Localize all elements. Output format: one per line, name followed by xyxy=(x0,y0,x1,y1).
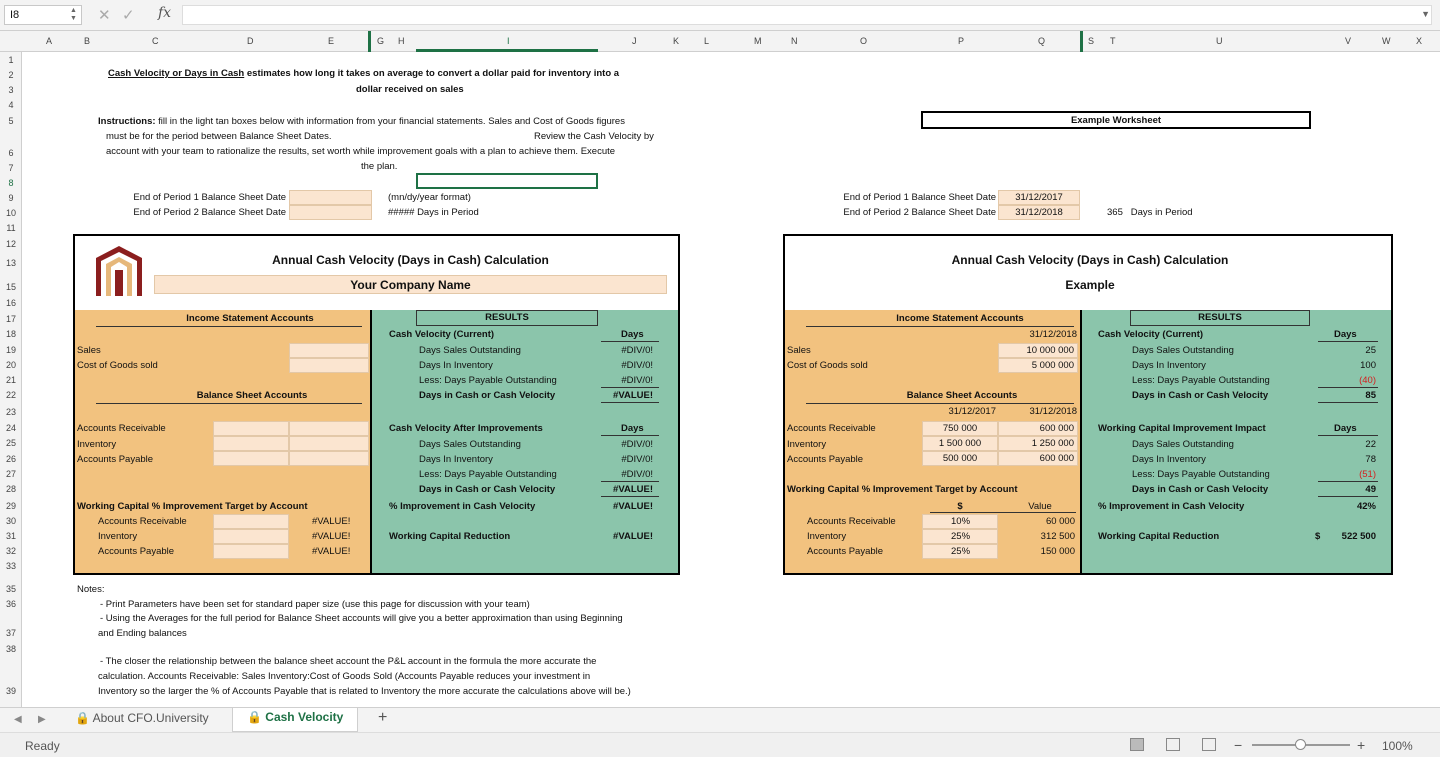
column-selection-marker xyxy=(1080,31,1083,52)
left-imp-dpo: #DIV/0! xyxy=(621,469,653,480)
left-days-header-2: Days xyxy=(621,423,644,434)
inventory-period2-input[interactable] xyxy=(289,436,369,451)
right-dic-label: Days in Cash or Cash Velocity xyxy=(1132,390,1269,401)
total-line xyxy=(1318,496,1378,497)
header-underline xyxy=(601,341,659,342)
left-ap-label: Accounts Payable xyxy=(77,454,154,465)
right-ar-period2[interactable]: 600 000 xyxy=(998,421,1078,436)
instructions-label: Instructions: xyxy=(98,116,156,127)
period2-date-input[interactable] xyxy=(289,205,372,220)
left-cur-dso: #DIV/0! xyxy=(621,345,653,356)
note-3b: calculation. Accounts Receivable: Sales Inventory:Cost of Goods Sold (Accounts Payable reduces your investment in xyxy=(98,671,591,682)
row-header[interactable]: 11 xyxy=(6,223,16,233)
column-header[interactable]: H xyxy=(398,36,405,46)
wc-ap-pct-input[interactable] xyxy=(213,544,289,559)
row-header[interactable]: 28 xyxy=(5,484,16,494)
right-panel-title: Annual Cash Velocity (Days in Cash) Calculation xyxy=(951,253,1229,267)
row-header[interactable]: 24 xyxy=(5,423,16,433)
column-header[interactable]: W xyxy=(1382,36,1391,46)
days-value: 365 xyxy=(1107,207,1123,218)
column-header[interactable]: G xyxy=(377,36,385,46)
right-imp-dpo-label: Less: Days Payable Outstanding xyxy=(1132,469,1270,480)
total-line xyxy=(1318,481,1378,482)
right-sales-value[interactable]: 10 000 000 xyxy=(998,343,1078,358)
row-header[interactable]: 1 xyxy=(8,55,14,65)
lock-icon: 🔒 xyxy=(247,710,262,724)
total-line xyxy=(601,402,659,403)
right-bs-date1: 31/12/2017 xyxy=(948,406,996,417)
right-wcr-label: Working Capital Reduction xyxy=(1098,531,1220,542)
panel-divider xyxy=(1080,310,1082,573)
wc-inventory-pct-input[interactable] xyxy=(213,529,289,544)
row-header[interactable]: 9 xyxy=(8,193,14,203)
days-value: ##### xyxy=(388,207,415,218)
selected-column-indicator xyxy=(416,49,598,52)
right-imp-dpo: (51) xyxy=(1359,469,1376,480)
header-underline xyxy=(1318,341,1378,342)
left-bs-header: Balance Sheet Accounts xyxy=(196,390,308,401)
row-header[interactable]: 15 xyxy=(5,282,16,292)
company-name-input[interactable]: Your Company Name xyxy=(154,275,667,294)
column-header[interactable]: B xyxy=(84,36,91,46)
left-wc-ap-value: #VALUE! xyxy=(312,546,351,557)
right-bs-date2: 31/12/2018 xyxy=(1029,406,1077,417)
left-dii-label: Days In Inventory xyxy=(419,360,493,371)
selected-cell[interactable] xyxy=(416,173,598,189)
period1-date-input[interactable] xyxy=(289,190,372,205)
row-header[interactable]: 2 xyxy=(8,70,14,80)
right-wcr-currency: $ xyxy=(1315,531,1321,542)
date-format-note: (mn/dy/year format) xyxy=(388,192,471,203)
left-sales-label: Sales xyxy=(77,345,101,356)
row-header[interactable]: 27 xyxy=(5,469,16,479)
left-inventory-label: Inventory xyxy=(77,439,117,450)
sales-input[interactable] xyxy=(289,343,369,358)
right-cur-dii: 100 xyxy=(1360,360,1376,371)
right-ar-period1[interactable]: 750 000 xyxy=(922,421,998,436)
right-cur-dpo: (40) xyxy=(1359,375,1376,386)
right-bs-header: Balance Sheet Accounts xyxy=(906,390,1018,401)
right-wc-header: Working Capital % Improvement Target by Account xyxy=(787,484,1018,495)
instructions-line2b: Review the Cash Velocity by xyxy=(534,131,654,142)
row-header[interactable]: 19 xyxy=(5,345,16,355)
left-days-header: Days xyxy=(621,329,644,340)
column-header[interactable]: N xyxy=(791,36,798,46)
left-pct-value: #VALUE! xyxy=(613,501,653,512)
right-period1-label: End of Period 1 Balance Sheet Date xyxy=(843,192,996,203)
function-icon[interactable]: fx xyxy=(158,5,172,21)
header-underline xyxy=(96,326,362,327)
left-imp-dic-label: Days in Cash or Cash Velocity xyxy=(419,484,556,495)
header-underline xyxy=(806,326,1074,327)
right-wc-value-header: Value xyxy=(1028,501,1052,512)
right-imp-dso: 22 xyxy=(1365,439,1376,450)
status-ready: Ready xyxy=(25,739,60,753)
intro-title-line2: dollar received on sales xyxy=(356,84,464,95)
left-imp-dic: #VALUE! xyxy=(613,484,653,495)
scroll-left-icon[interactable]: ◀ xyxy=(14,714,22,725)
row-header[interactable]: 21 xyxy=(5,375,16,385)
header-underline xyxy=(96,403,362,404)
right-cur-dic: 85 xyxy=(1365,390,1376,401)
note-2a: - Using the Averages for the full period for Balance Sheet accounts will give you a better approximation than using Beginning xyxy=(100,613,623,624)
left-dic-label: Days in Cash or Cash Velocity xyxy=(419,390,556,401)
column-header[interactable]: Q xyxy=(1038,36,1046,46)
right-imp-dii-label: Days In Inventory xyxy=(1132,454,1206,465)
right-wc-inventory-pct[interactable]: 25% xyxy=(922,529,998,544)
row-header[interactable]: 30 xyxy=(5,516,16,526)
expand-formula-icon[interactable]: ▼ xyxy=(1421,9,1430,19)
column-selection-marker xyxy=(368,31,371,52)
right-wc-ap-value: 150 000 xyxy=(1040,546,1075,557)
row-header[interactable]: 5 xyxy=(8,116,14,126)
right-dii-label: Days In Inventory xyxy=(1132,360,1206,371)
confirm-icon[interactable]: ✓ xyxy=(122,7,135,24)
right-wc-ar: Accounts Receivable xyxy=(807,516,896,527)
left-wc-ar: Accounts Receivable xyxy=(98,516,187,527)
note-2b: and Ending balances xyxy=(98,628,187,639)
intro-title xyxy=(108,68,619,79)
row-header[interactable]: 22 xyxy=(5,390,16,400)
left-cv-current-label: Cash Velocity (Current) xyxy=(389,329,495,340)
right-wc-inventory-value: 312 500 xyxy=(1040,531,1075,542)
lock-icon: 🔒 xyxy=(75,711,90,725)
right-ap-period1[interactable]: 500 000 xyxy=(922,451,998,466)
add-sheet-button[interactable]: + xyxy=(378,709,388,726)
left-imp-dpo-label: Less: Days Payable Outstanding xyxy=(419,469,557,480)
tab-about-cfo-university[interactable] xyxy=(75,711,209,725)
note-1: - Print Parameters have been set for standard paper size (use this page for discussion with your team) xyxy=(100,599,530,610)
right-period1-date[interactable]: 31/12/2017 xyxy=(998,190,1080,205)
right-imp-dic-label: Days in Cash or Cash Velocity xyxy=(1132,484,1269,495)
right-panel-subtitle: Example xyxy=(1065,278,1115,292)
column-header[interactable]: I xyxy=(507,36,510,46)
total-line xyxy=(601,481,659,482)
row-header[interactable]: 32 xyxy=(5,546,16,556)
right-sales-label: Sales xyxy=(787,345,811,356)
days-label: Days in Period xyxy=(1130,207,1193,218)
zoom-slider-handle[interactable] xyxy=(1295,739,1306,750)
total-line xyxy=(1318,402,1378,403)
tab-label: Cash Velocity xyxy=(265,710,344,724)
sheet-tab-bar xyxy=(0,707,1440,732)
left-ar-label: Accounts Receivable xyxy=(77,423,166,434)
header-underline xyxy=(1318,435,1378,436)
intro-title-link-text: Cash Velocity or Days in Cash xyxy=(108,68,245,79)
right-imp-dic: 49 xyxy=(1365,484,1376,495)
right-ar-label: Accounts Receivable xyxy=(787,423,876,434)
row-header[interactable]: 12 xyxy=(5,239,16,249)
left-period2-label: End of Period 2 Balance Sheet Date xyxy=(133,207,286,218)
left-cv-after-label: Cash Velocity After Improvements xyxy=(389,423,543,434)
right-days-header: Days xyxy=(1334,329,1357,340)
column-header[interactable]: K xyxy=(673,36,680,46)
instructions-line2a: must be for the period between Balance Sheet Dates. xyxy=(106,131,332,142)
notes-header: Notes: xyxy=(77,584,105,595)
row-header[interactable]: 38 xyxy=(5,644,16,654)
left-wc-inventory: Inventory xyxy=(98,531,138,542)
row-header[interactable]: 16 xyxy=(5,298,16,308)
left-wc-ar-value: #VALUE! xyxy=(312,516,351,527)
left-cur-dpo: #DIV/0! xyxy=(621,375,653,386)
zoom-out-button[interactable]: − xyxy=(1234,737,1243,753)
column-header[interactable]: M xyxy=(754,36,762,46)
left-cogs-label: Cost of Goods sold xyxy=(77,360,158,371)
left-wc-header: Working Capital % Improvement Target by Account xyxy=(77,501,308,512)
left-imp-dso: #DIV/0! xyxy=(621,439,653,450)
row-header[interactable]: 6 xyxy=(8,148,14,158)
name-box-spinner-icon[interactable]: ▲ ▼ xyxy=(70,7,77,22)
zoom-in-button[interactable]: + xyxy=(1357,737,1366,753)
right-is-header: Income Statement Accounts xyxy=(896,313,1024,324)
note-3c: Inventory so the larger the % of Accounts Payable that is related to Inventory the more accurate the calculations above will be.) xyxy=(98,686,631,697)
column-header[interactable]: U xyxy=(1216,36,1223,46)
left-imp-dii: #DIV/0! xyxy=(621,454,653,465)
row-header[interactable]: 26 xyxy=(5,454,16,464)
ar-period2-input[interactable] xyxy=(289,421,369,436)
instructions-text: fill in the light tan boxes below with information from your financial statements. Sales and Cost of Goods figures xyxy=(155,116,625,127)
right-wcr-value: 522 500 xyxy=(1341,531,1376,542)
right-wci-label: Working Capital Improvement Impact xyxy=(1098,423,1266,434)
right-inventory-period1[interactable]: 1 500 000 xyxy=(922,436,998,451)
column-headers xyxy=(0,31,1440,52)
row-header[interactable]: 18 xyxy=(5,329,16,339)
header-underline xyxy=(806,403,1074,404)
column-header[interactable]: L xyxy=(704,36,710,46)
cancel-icon[interactable]: ✕ xyxy=(98,7,111,24)
row-header[interactable]: 36 xyxy=(5,599,16,609)
right-pct-label: % Improvement in Cash Velocity xyxy=(1098,501,1245,512)
left-dpo-label: Less: Days Payable Outstanding xyxy=(419,375,557,386)
company-logo-icon xyxy=(94,244,144,298)
column-header[interactable]: C xyxy=(152,36,159,46)
ar-period1-input[interactable] xyxy=(213,421,289,436)
tab-cash-velocity[interactable] xyxy=(232,708,358,732)
right-dpo-label: Less: Days Payable Outstanding xyxy=(1132,375,1270,386)
row-header[interactable]: 25 xyxy=(5,438,16,448)
right-cv-current-label: Cash Velocity (Current) xyxy=(1098,329,1204,340)
row-header[interactable]: 29 xyxy=(5,501,16,511)
left-wcr-value: #VALUE! xyxy=(613,531,653,542)
normal-view-icon[interactable] xyxy=(1130,738,1144,751)
right-dso-label: Days Sales Outstanding xyxy=(1132,345,1234,356)
page-layout-view-icon[interactable] xyxy=(1166,738,1180,751)
right-cogs-value[interactable]: 5 000 000 xyxy=(998,358,1078,373)
column-header[interactable]: S xyxy=(1088,36,1095,46)
left-pct-label: % Improvement in Cash Velocity xyxy=(389,501,536,512)
intro-title-rest: estimates how long it takes on average to convert a dollar paid for inventory into a xyxy=(244,68,620,79)
name-box[interactable]: I8 xyxy=(4,5,82,25)
left-imp-dii-label: Days In Inventory xyxy=(419,454,493,465)
row-header[interactable]: 35 xyxy=(5,584,16,594)
wc-ar-pct-input[interactable] xyxy=(213,514,289,529)
row-header[interactable]: 17 xyxy=(5,314,16,324)
note-3a: - The closer the relationship between the balance sheet account the P&L account in the formula the more accurate the xyxy=(100,656,597,667)
left-dso-label: Days Sales Outstanding xyxy=(419,345,521,356)
right-wc-inventory: Inventory xyxy=(807,531,847,542)
panel-divider xyxy=(370,310,372,573)
row-headers xyxy=(0,52,22,707)
row-header[interactable]: 7 xyxy=(8,163,14,173)
right-results-header: RESULTS xyxy=(1130,310,1310,326)
left-panel-title: Annual Cash Velocity (Days in Cash) Calculation xyxy=(272,253,549,267)
inventory-period1-input[interactable] xyxy=(213,436,289,451)
row-header[interactable]: 37 xyxy=(5,628,16,638)
right-imp-dii: 78 xyxy=(1365,454,1376,465)
right-period2-label: End of Period 2 Balance Sheet Date xyxy=(843,207,996,218)
row-header[interactable]: 23 xyxy=(5,407,16,417)
right-cogs-label: Cost of Goods sold xyxy=(787,360,868,371)
left-cur-dic: #VALUE! xyxy=(613,390,653,401)
column-header[interactable]: X xyxy=(1416,36,1423,46)
right-inventory-label: Inventory xyxy=(787,439,827,450)
left-is-header: Income Statement Accounts xyxy=(186,313,314,324)
row-header[interactable]: 13 xyxy=(5,258,16,268)
left-wcr-label: Working Capital Reduction xyxy=(389,531,511,542)
right-pct-value: 42% xyxy=(1356,501,1376,512)
zoom-level: 100% xyxy=(1382,739,1413,753)
row-header[interactable]: 8 xyxy=(8,178,14,188)
column-header[interactable]: D xyxy=(247,36,254,46)
right-is-date: 31/12/2018 xyxy=(1029,329,1077,340)
column-header[interactable]: A xyxy=(46,36,53,46)
column-header[interactable]: P xyxy=(958,36,965,46)
column-header[interactable]: V xyxy=(1345,36,1352,46)
row-header[interactable]: 39 xyxy=(5,686,16,696)
left-period1-label: End of Period 1 Balance Sheet Date xyxy=(133,192,286,203)
left-wc-ap: Accounts Payable xyxy=(98,546,175,557)
row-header[interactable]: 4 xyxy=(8,100,14,110)
right-cur-dso: 25 xyxy=(1365,345,1376,356)
right-imp-dso-label: Days Sales Outstanding xyxy=(1132,439,1234,450)
formula-input[interactable] xyxy=(182,5,1432,25)
right-inventory-period2[interactable]: 1 250 000 xyxy=(998,436,1078,451)
scroll-right-icon[interactable]: ▶ xyxy=(38,714,46,725)
right-wc-ap: Accounts Payable xyxy=(807,546,884,557)
right-period2-date[interactable]: 31/12/2018 xyxy=(998,205,1080,220)
row-header[interactable]: 33 xyxy=(5,561,16,571)
tab-label: About CFO.University xyxy=(92,711,209,725)
ap-period1-input[interactable] xyxy=(213,451,289,466)
total-line xyxy=(601,496,659,497)
total-line xyxy=(1318,387,1378,388)
ap-period2-input[interactable] xyxy=(289,451,369,466)
header-underline xyxy=(930,512,1076,513)
column-header[interactable]: J xyxy=(632,36,637,46)
left-results-header: RESULTS xyxy=(416,310,598,326)
right-wc-ap-pct[interactable]: 25% xyxy=(922,544,998,559)
right-wc-ar-value: 60 000 xyxy=(1045,516,1075,527)
right-wc-ar-pct[interactable]: 10% xyxy=(922,514,998,529)
right-wc-pct-header: $ xyxy=(957,501,963,512)
right-days-header-2: Days xyxy=(1334,423,1357,434)
row-header[interactable]: 20 xyxy=(5,360,16,370)
header-underline xyxy=(601,435,659,436)
example-worksheet-header: Example Worksheet xyxy=(921,111,1311,129)
instructions-line4: the plan. xyxy=(361,161,398,172)
days-label: Days in Period xyxy=(417,207,479,218)
instructions-line1 xyxy=(98,116,625,127)
left-days-in-period xyxy=(388,207,479,218)
row-header[interactable]: 31 xyxy=(5,531,16,541)
page-break-view-icon[interactable] xyxy=(1202,738,1216,751)
instructions-line3: account with your team to rationalize the results, set worth while improvement goals with a plan to achieve them. Execute xyxy=(106,146,616,157)
cogs-input[interactable] xyxy=(289,358,369,373)
status-bar xyxy=(0,732,1440,757)
total-line xyxy=(601,387,659,388)
column-header[interactable]: O xyxy=(860,36,868,46)
left-wc-inventory-value: #VALUE! xyxy=(312,531,351,542)
row-header[interactable]: 3 xyxy=(8,85,14,95)
right-ap-label: Accounts Payable xyxy=(787,454,864,465)
right-days-in-period xyxy=(1107,207,1193,218)
left-imp-dso-label: Days Sales Outstanding xyxy=(419,439,521,450)
left-cur-dii: #DIV/0! xyxy=(621,360,653,371)
column-header[interactable]: T xyxy=(1110,36,1116,46)
formula-bar xyxy=(0,0,1440,31)
row-header[interactable]: 10 xyxy=(5,208,16,218)
right-ap-period2[interactable]: 600 000 xyxy=(998,451,1078,466)
column-header[interactable]: E xyxy=(328,36,335,46)
